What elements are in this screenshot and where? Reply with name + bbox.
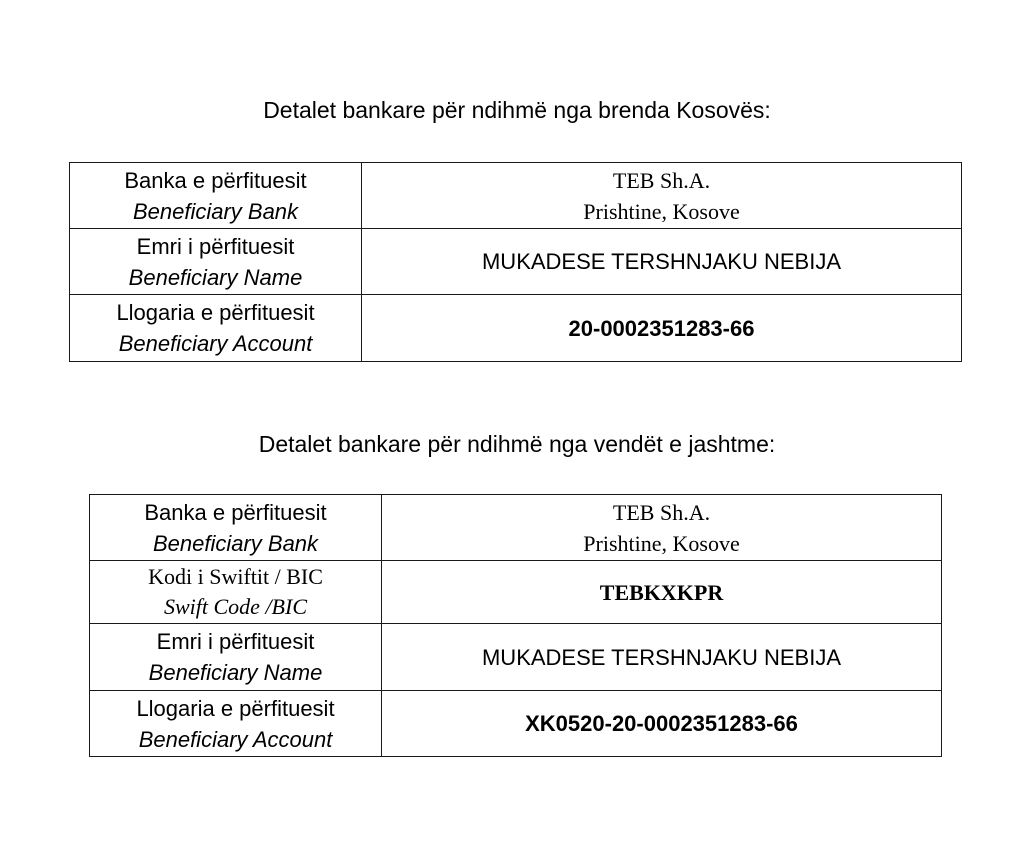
label-en: Swift Code /BIC	[164, 594, 307, 619]
bank-name: TEB Sh.A.	[612, 499, 711, 525]
table-row	[90, 495, 942, 561]
table-row	[70, 163, 962, 229]
table-row	[70, 229, 962, 295]
swift-code-value: TEBKXKPR	[382, 561, 942, 624]
table-row	[90, 624, 942, 691]
bank-name: TEB Sh.A.	[612, 167, 711, 193]
label-en: Beneficiary Bank	[132, 198, 299, 224]
label-cell	[70, 295, 362, 362]
table-row	[90, 691, 942, 757]
label-sq: Banka e përfituesit	[124, 167, 307, 193]
account-number-value: 20-0002351283-66	[362, 295, 962, 362]
table-row	[70, 295, 962, 362]
domestic-heading: Detalet bankare për ndihmë nga brenda Kosovës:	[263, 97, 771, 123]
label-en: Beneficiary Name	[148, 660, 323, 685]
label-sq: Llogaria e përfituesit	[116, 300, 315, 325]
beneficiary-name-value: MUKADESE TERSHNJAKU NEBIJA	[362, 229, 962, 295]
table-row	[90, 561, 942, 624]
iban-value: XK0520-20-0002351283-66	[382, 691, 942, 757]
label-en: Beneficiary Account	[118, 331, 313, 356]
international-bank-details-table	[89, 494, 942, 757]
label-cell	[90, 691, 382, 757]
label-cell	[70, 229, 362, 295]
label-cell	[70, 163, 362, 229]
label-sq: Emri i përfituesit	[156, 629, 315, 654]
label-en: Beneficiary Account	[138, 726, 333, 752]
label-cell	[90, 561, 382, 624]
label-en: Beneficiary Name	[128, 264, 303, 290]
bank-location: Prishtine, Kosove	[583, 530, 740, 556]
label-sq: Kodi i Swiftit / BIC	[148, 564, 323, 589]
label-en: Beneficiary Bank	[152, 530, 319, 556]
value-cell	[362, 163, 962, 229]
bank-location: Prishtine, Kosove	[583, 198, 740, 224]
international-heading: Detalet bankare për ndihmë nga vendët e jashtme:	[258, 431, 776, 457]
value-cell	[382, 495, 942, 561]
label-sq: Banka e përfituesit	[144, 499, 327, 525]
domestic-bank-details-table	[69, 162, 962, 362]
label-cell	[90, 624, 382, 691]
label-cell	[90, 495, 382, 561]
beneficiary-name-value: MUKADESE TERSHNJAKU NEBIJA	[382, 624, 942, 691]
label-sq: Emri i përfituesit	[136, 233, 295, 259]
label-sq: Llogaria e përfituesit	[136, 695, 335, 721]
